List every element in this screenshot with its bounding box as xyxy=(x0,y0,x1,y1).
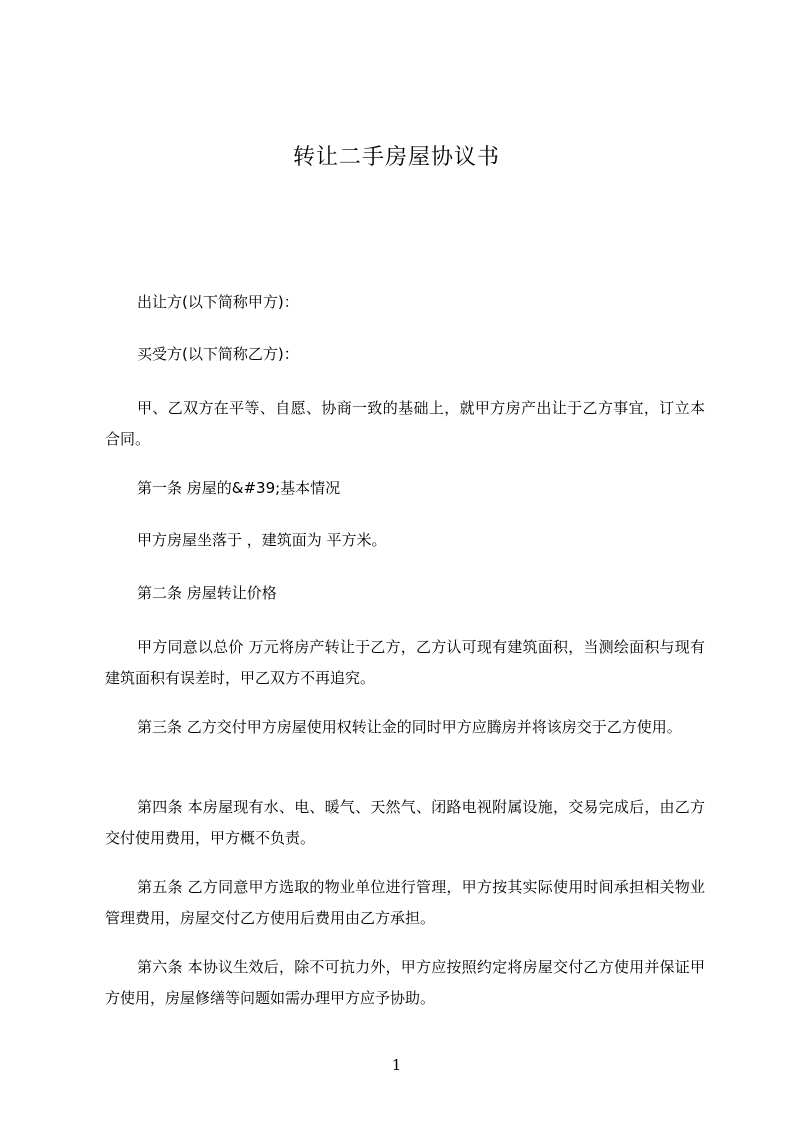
paragraph-seller: 出让方(以下简称甲方)： xyxy=(137,293,299,311)
article-5: 第五条 乙方同意甲方选取的物业单位进行管理，甲方按其实际使用时间承担相关物业管理费用，房屋交付乙方使用后费用由乙方承担。 xyxy=(105,878,705,927)
document-title: 转让二手房屋协议书 xyxy=(292,145,500,170)
page-number: 1 xyxy=(391,1056,402,1074)
article-6: 第六条 本协议生效后，除不可抗力外，甲方应按照约定将房屋交付乙方使用并保证甲方使用，房屋修缮等问题如需办理甲方应予协助。 xyxy=(105,958,705,1007)
article-4: 第四条 本房屋现有水、电、暖气、天然气、闭路电视附属设施，交易完成后，由乙方交付使用费用，甲方概不负责。 xyxy=(105,798,705,847)
article-2-body: 甲方同意以总价 万元将房产转让于乙方，乙方认可现有建筑面积，当测绘面积与现有建筑面积有误差时，甲乙双方不再追究。 xyxy=(105,638,705,687)
article-3: 第三条 乙方交付甲方房屋使用权转让金的同时甲方应腾房并将该房交于乙方使用。 xyxy=(137,718,682,736)
article-2-heading: 第二条 房屋转让价格 xyxy=(137,584,277,602)
paragraph-buyer: 买受方(以下简称乙方)： xyxy=(137,345,299,363)
article-1-body: 甲方房屋坐落于 ，建筑面为 平方米。 xyxy=(137,531,387,549)
article-1-heading: 第一条 房屋的&#39;基本情况 xyxy=(137,479,341,497)
paragraph-preamble: 甲、乙双方在平等、自愿、协商一致的基础上，就甲方房产出让于乙方事宜，订立本合同。 xyxy=(105,399,705,448)
